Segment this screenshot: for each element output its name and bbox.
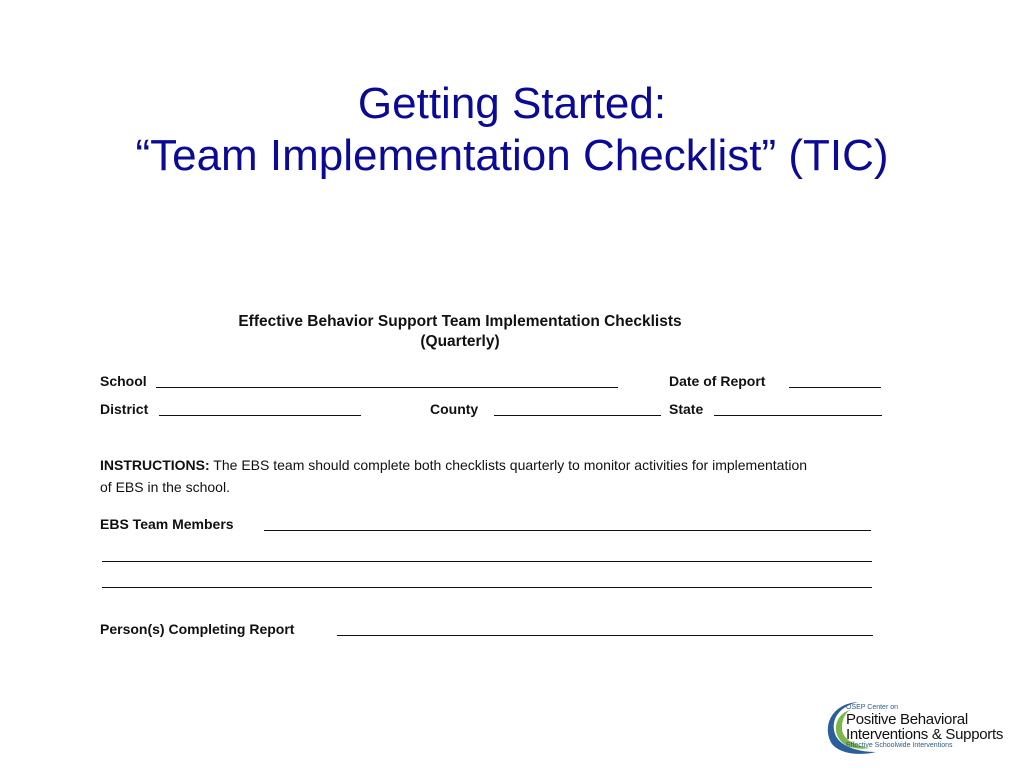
logo-small-top: OSEP Center on (846, 704, 899, 711)
slide-title-line1: Getting Started: (357, 79, 667, 128)
county-line (494, 415, 661, 416)
instructions-label: INSTRUCTIONS: (100, 457, 210, 473)
district-line (159, 415, 361, 416)
date-of-report-label: Date of Report (669, 373, 766, 389)
logo-tagline: Effective Schoolwide Interventions (846, 742, 953, 749)
person-completing-label: Person(s) Completing Report (100, 621, 295, 637)
school-label: School (100, 373, 147, 389)
form-title-line1: Effective Behavior Support Team Implementation Checklists (238, 313, 682, 330)
state-line (714, 415, 882, 416)
team-members-line-2 (102, 561, 872, 562)
form-title (160, 312, 760, 352)
school-line (156, 387, 618, 388)
team-members-line-3 (102, 587, 872, 588)
logo-text (846, 704, 1003, 750)
instructions-text: The EBS team should complete both checklists quarterly to monitor activities for implementation of EBS in the school. (100, 457, 808, 495)
slide-title-line2: “Team Implementation Checklist” (TIC) (135, 131, 889, 180)
logo-line2: Interventions & Supports (846, 726, 1004, 743)
district-label: District (100, 401, 149, 417)
team-members-label: EBS Team Members (100, 516, 234, 532)
state-label: State (669, 401, 704, 417)
team-members-line (264, 530, 871, 531)
county-label: County (430, 401, 479, 417)
form-title-line2: (Quarterly) (420, 333, 500, 350)
person-completing-line (337, 635, 873, 636)
date-of-report-line (789, 387, 881, 388)
logo-line1: Positive Behavioral (846, 711, 968, 728)
instructions (100, 454, 820, 498)
pbis-logo (820, 700, 1020, 756)
